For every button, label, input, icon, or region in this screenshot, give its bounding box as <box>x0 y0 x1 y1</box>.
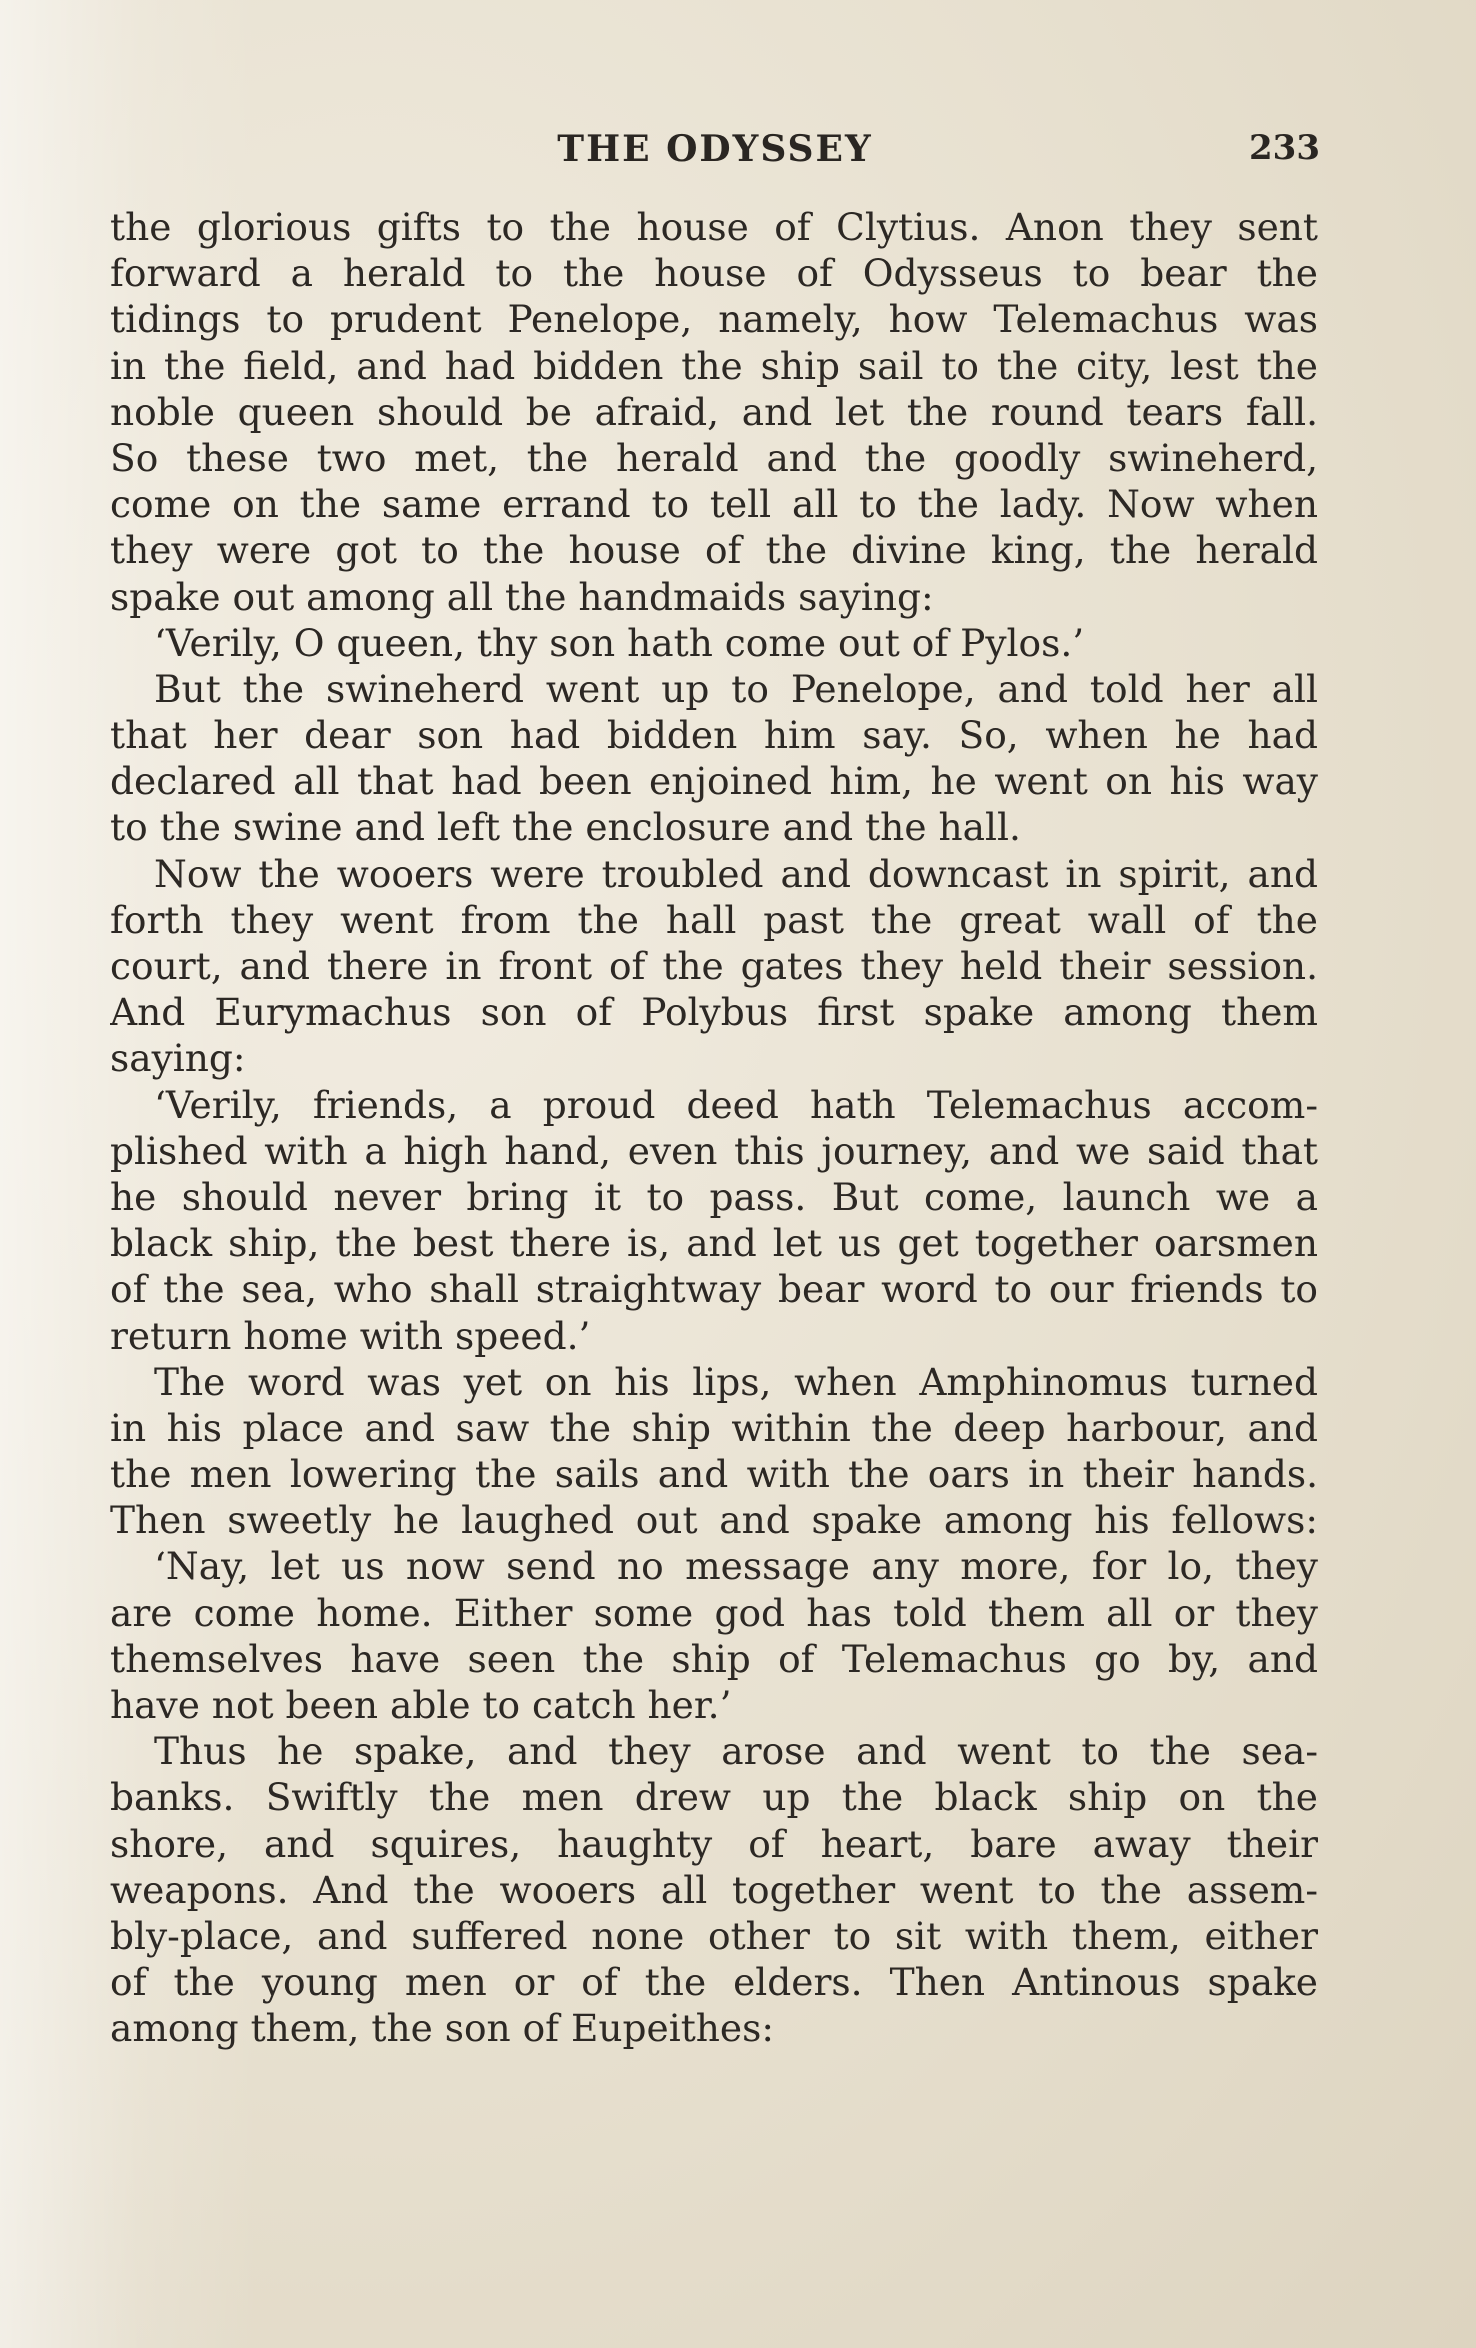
text-line: Now the wooers were troubled and downcast in spirit, and <box>154 851 1318 896</box>
text-line: have not been able to catch her.’ <box>110 1683 732 1727</box>
text-line: to the swine and left the enclosure and the hall. <box>110 805 1021 850</box>
text-line: in the field, and had bidden the ship sail to the city, lest the <box>110 343 1318 388</box>
running-title: THE ODYSSEY <box>557 128 873 170</box>
text-line: spake out among all the handmaids saying: <box>110 574 934 619</box>
text-line: But the swineherd went up to Penelope, and told her all <box>154 666 1318 711</box>
text-line: shore, and squires, haughty of heart, bare away their <box>110 1821 1318 1866</box>
text-line: ‘Verily, O queen, thy son hath come out of Pylos.’ <box>154 620 1085 665</box>
text-line: Thus he spake, and they arose and went to the sea- <box>154 1729 1318 1774</box>
text-line: ‘Verily, friends, a proud deed hath Telemachus accom- <box>154 1082 1318 1127</box>
text-line: in his place and saw the ship within the deep harbour, and <box>110 1405 1318 1450</box>
text-line: return home with speed.’ <box>110 1313 591 1358</box>
text-line: noble queen should be afraid, and let the round tears fall. <box>110 389 1318 434</box>
text-line: among them, the son of Eupeithes: <box>110 2006 774 2051</box>
text-line: weapons. And the wooers all together went to the assem- <box>110 1867 1318 1912</box>
text-line: themselves have seen the ship of Telemachus go by, and <box>110 1636 1318 1681</box>
text-line: the glorious gifts to the house of Clytius. Anon they sent <box>110 205 1318 249</box>
text-line: that her dear son had bidden him say. So, when he had <box>110 713 1318 758</box>
text-line: forth they went from the hall past the great wall of the <box>110 897 1318 942</box>
text-line: ‘Nay, let us now send no message any more, for lo, they <box>154 1544 1318 1589</box>
text-line: the men lowering the sails and with the oars in their hands. <box>110 1452 1318 1497</box>
text-line: come on the same errand to tell all to the lady. Now when <box>110 482 1318 527</box>
text-line: So these two met, the herald and the goodly swineherd, <box>110 435 1318 480</box>
page-header <box>110 128 1320 188</box>
text-line: plished with a high hand, even this journey, and we said that <box>110 1128 1318 1173</box>
text-line: declared all that had been enjoined him, he went on his way <box>110 759 1318 804</box>
text-line: bly-place, and suffered none other to sit with them, either <box>110 1913 1318 1958</box>
page-number: 233 <box>1249 128 1320 168</box>
text-line: court, and there in front of the gates they held their session. <box>110 944 1318 988</box>
text-line: black ship, the best there is, and let us get together oarsmen <box>110 1221 1318 1266</box>
text-line: tidings to prudent Penelope, namely, how Telemachus was <box>110 297 1318 342</box>
text-line: of the young men or of the elders. Then Antinous spake <box>110 1960 1318 2005</box>
text-line: he should never bring it to pass. But come, launch we a <box>110 1174 1318 1219</box>
body-text <box>110 204 1318 2052</box>
text-line: saying: <box>110 1036 246 1081</box>
text-line: are come home. Either some god has told them all or they <box>110 1590 1318 1635</box>
text-line: And Eurymachus son of Polybus first spake among them <box>110 990 1318 1035</box>
text-line: of the sea, who shall straightway bear word to our friends to <box>110 1267 1318 1312</box>
text-line: they were got to the house of the divine king, the herald <box>110 528 1318 573</box>
text-line: banks. Swiftly the men drew up the black ship on the <box>110 1775 1318 1820</box>
text-line: The word was yet on his lips, when Amphinomus turned <box>154 1359 1318 1404</box>
text-line: forward a herald to the house of Odysseus to bear the <box>110 251 1318 296</box>
text-line: Then sweetly he laughed out and spake among his fellows: <box>110 1498 1318 1543</box>
